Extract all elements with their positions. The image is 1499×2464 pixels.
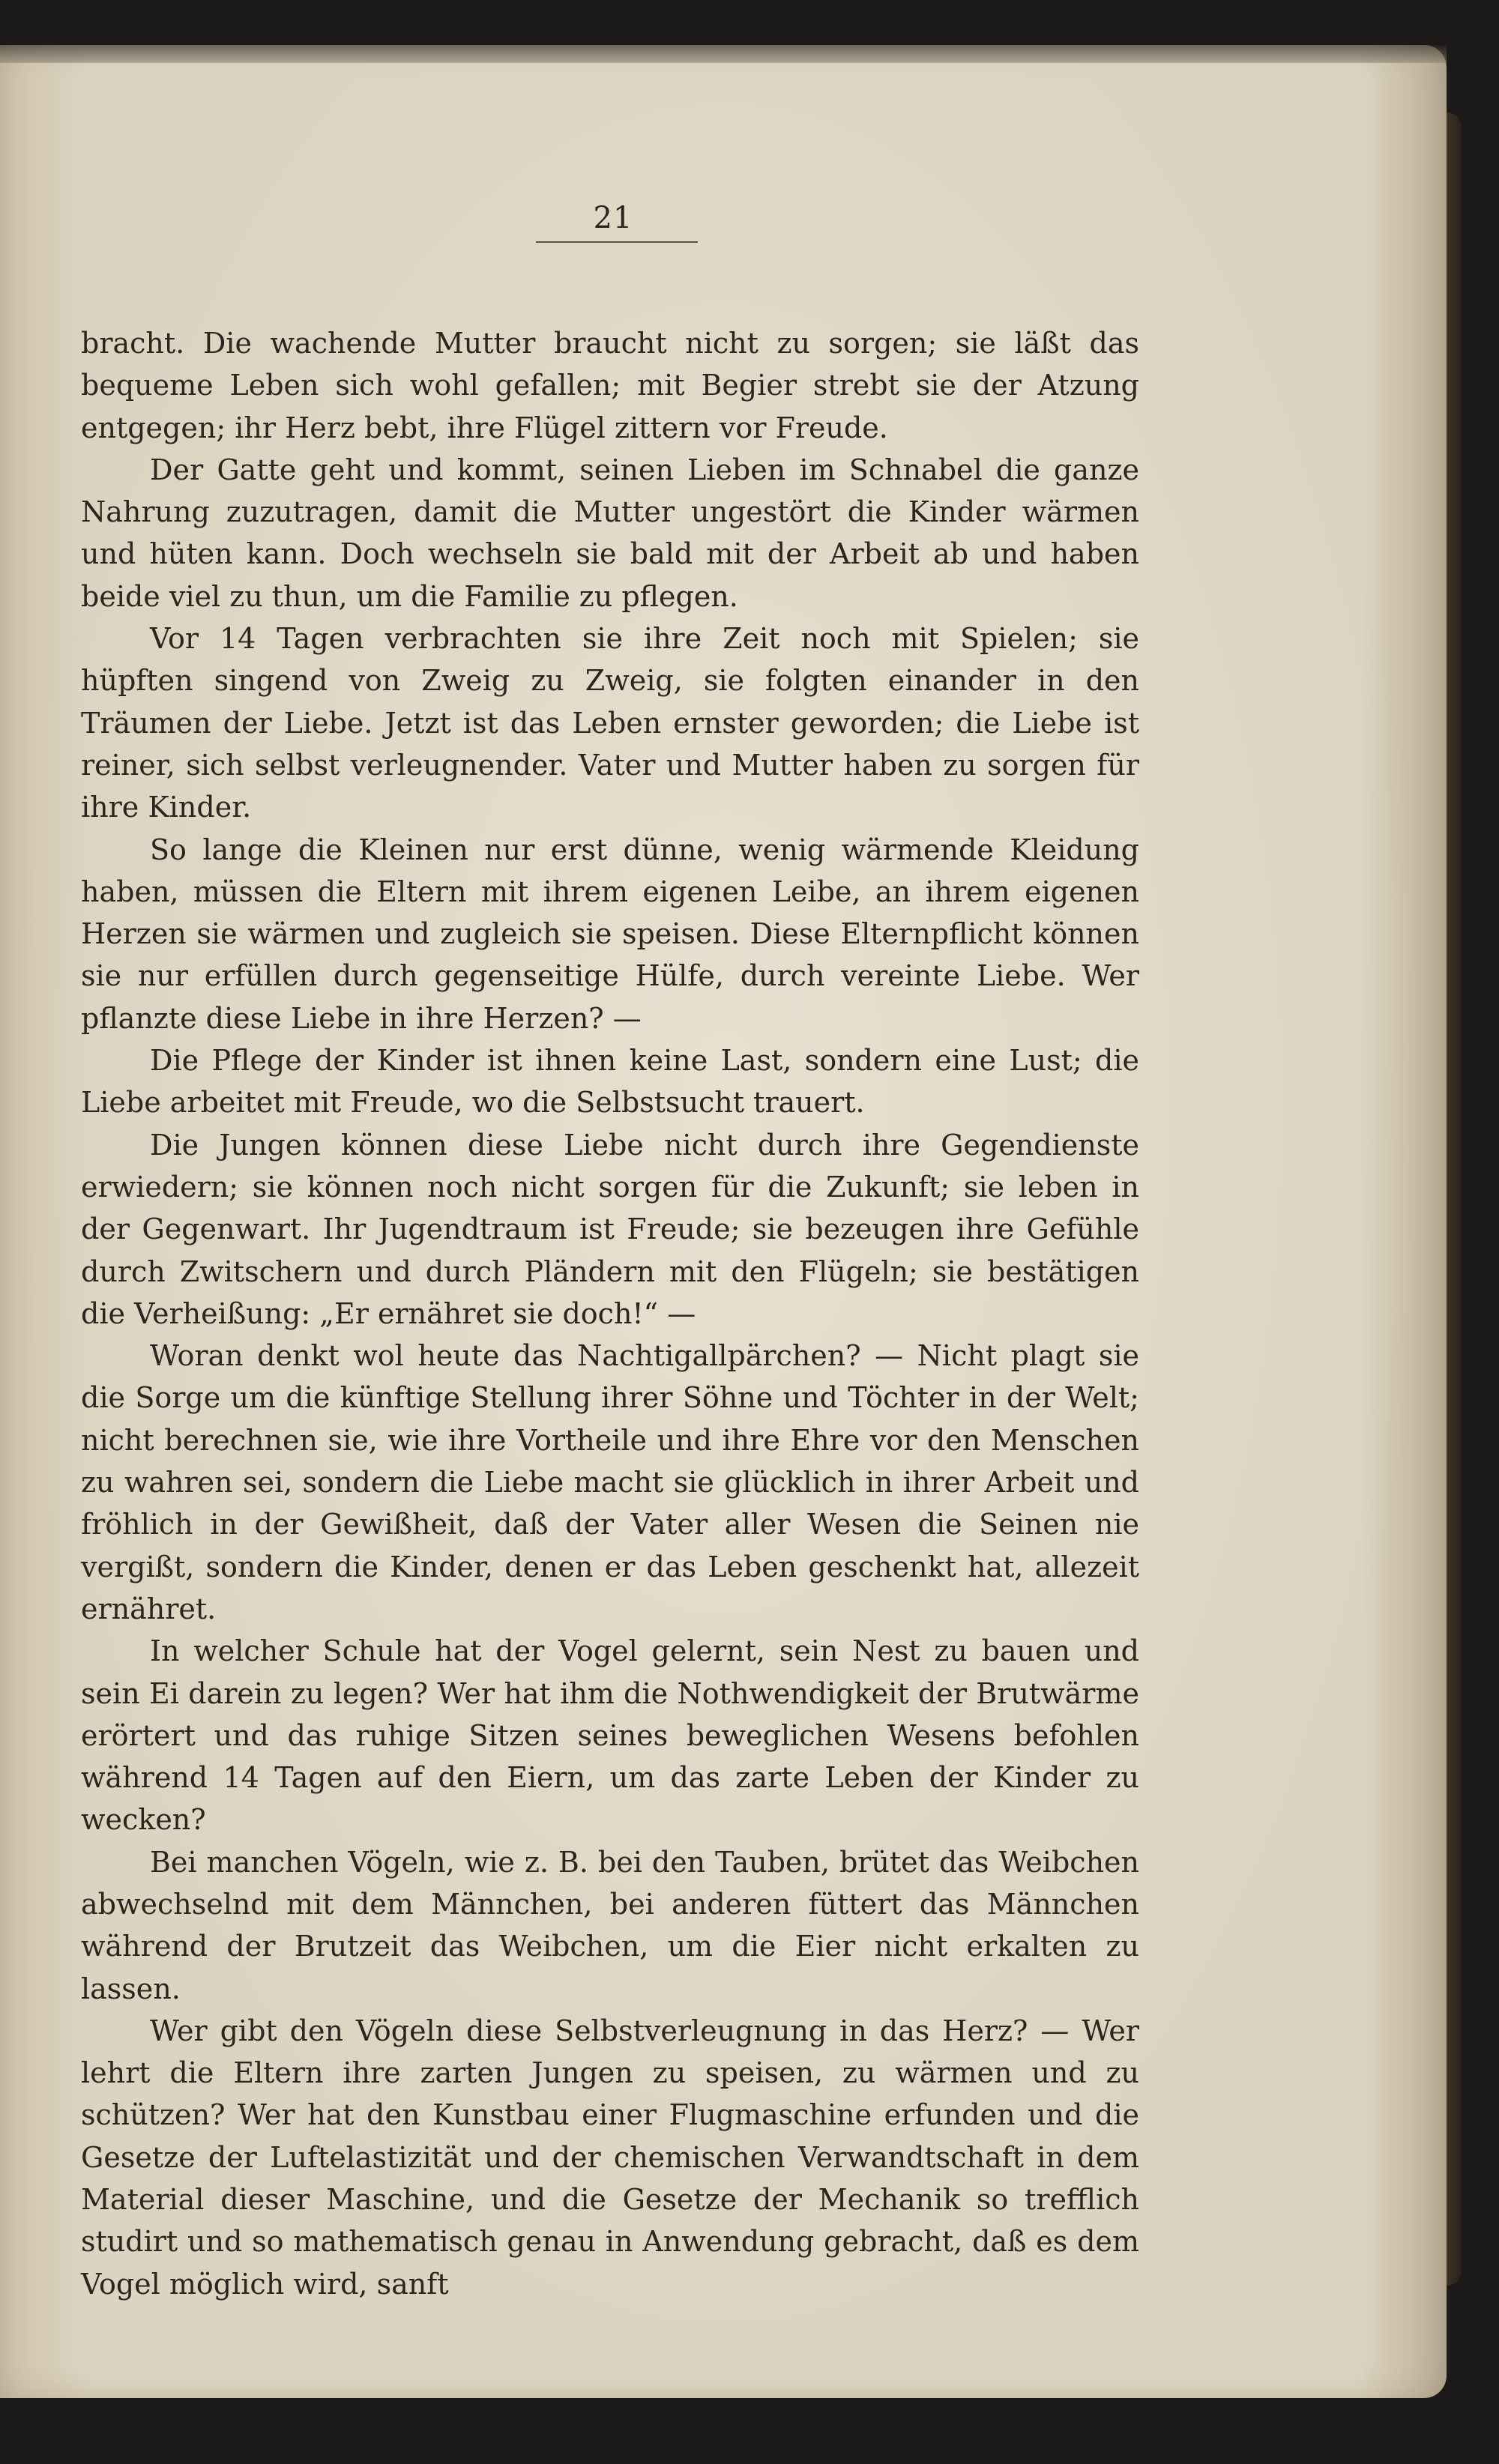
paragraph: So lange die Kleinen nur erst dünne, wenig wärmende Kleidung haben, müssen die Eltern mit ihrem eigenen Leibe, an ihrem eigenen Herzen sie wärmen und zugleich sie speisen. Diese Elternpflicht können sie nur erfüllen durch gegenseitige Hülfe, durch vereinte Liebe. Wer pflanzte diese Liebe in ihre Herzen? —: [81, 833, 1139, 1035]
page-number: 21: [593, 201, 633, 235]
body-text: [81, 322, 1139, 2305]
paragraph: In welcher Schule hat der Vogel gelernt, sein Nest zu bauen und sein Ei darein zu legen? Wer hat ihm die Nothwendigkeit der Brutwärme erörtert und das ruhige Sitzen seines beweglichen Wesens befohlen während 14 Tagen auf den Eiern, um das zarte Leben der Kinder zu wecken?: [81, 1634, 1139, 1837]
paragraph-continued: bracht. Die wachende Mutter braucht nicht zu sorgen; sie läßt das bequeme Leben sich wohl gefallen; mit Begier strebt sie der Atzung entgegen; ihr Herz bebt, ihre Flügel zittern vor Freude.: [81, 327, 1139, 444]
paragraph: Vor 14 Tagen verbrachten sie ihre Zeit noch mit Spielen; sie hüpften singend von Zweig zu Zweig, sie folgten einander in den Träumen der Liebe. Jetzt ist das Leben ernster geworden; die Liebe ist reiner, sich selbst verleugnender. Vater und Mutter haben zu sorgen für ihre Kinder.: [81, 622, 1139, 824]
paragraph: Wer gibt den Vögeln diese Selbstverleugnung in das Herz? — Wer lehrt die Eltern ihre zarten Jungen zu speisen, zu wärmen und zu schützen? Wer hat den Kunstbau einer Flugmaschine erfunden und die Gesetze der Luftelastizität und der chemischen Verwandtschaft in dem Material dieser Maschine, und die Gesetze der Mechanik so trefflich studirt und so mathematisch genau in Anwendung gebracht, daß es dem Vogel möglich wird, sanft: [81, 2014, 1139, 2301]
scan-top-shadow: [0, 45, 1447, 63]
paragraph: Die Jungen können diese Liebe nicht durch ihre Gegendienste erwiedern; sie können noch nicht sorgen für die Zukunft; sie leben in der Gegenwart. Ihr Jugendtraum ist Freude; sie bezeugen ihre Gefühle durch Zwitschern und durch Pländern mit den Flügeln; sie bestätigen die Verheißung: „Er ernähret sie doch!“ —: [81, 1128, 1139, 1330]
page-number-rule: [536, 241, 698, 243]
paragraph: Die Pflege der Kinder ist ihnen keine Last, sondern eine Lust; die Liebe arbeitet mit Freude, wo die Selbstsucht trauert.: [81, 1044, 1139, 1120]
paragraph: Der Gatte geht und kommt, seinen Lieben im Schnabel die ganze Nahrung zuzutragen, damit die Mutter ungestört die Kinder wärmen und hüten kann. Doch wechseln sie bald mit der Arbeit ab und haben beide viel zu thun, um die Familie zu pflegen.: [81, 453, 1139, 613]
paragraph: Woran denkt wol heute das Nachtigallpärchen? — Nicht plagt sie die Sorge um die künftige Stellung ihrer Söhne und Töchter in der Welt; nicht berechnen sie, wie ihre Vortheile und ihre Ehre vor den Menschen zu wahren sei, sondern die Liebe macht sie glücklich in ihrer Arbeit und fröhlich in der Gewißheit, daß der Vater aller Wesen die Seinen nie vergißt, sondern die Kinder, denen er das Leben geschenkt hat, allezeit ernähret.: [81, 1339, 1139, 1625]
paragraph: Bei manchen Vögeln, wie z. B. bei den Tauben, brütet das Weibchen abwechselnd mit dem Männchen, bei anderen füttert das Männchen während der Brutzeit das Weibchen, um die Eier nicht erkalten zu lassen.: [81, 1845, 1139, 2005]
